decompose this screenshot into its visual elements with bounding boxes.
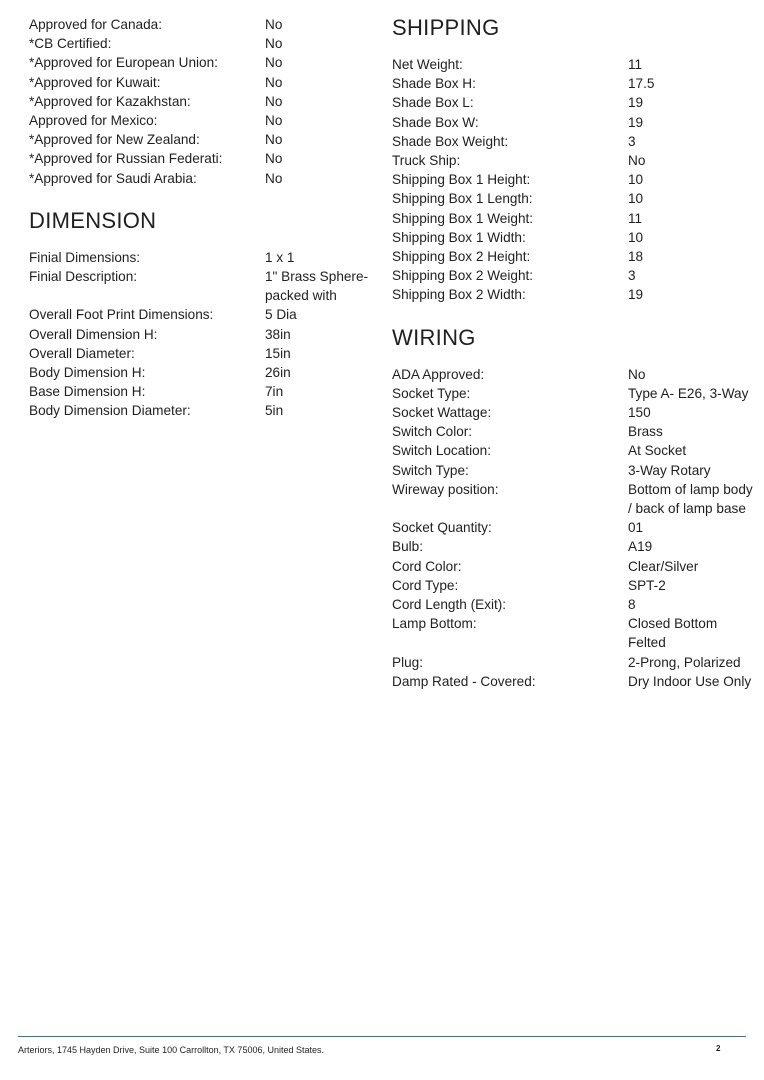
spec-label: *Approved for New Zealand:	[29, 132, 200, 148]
spec-value: 15in	[265, 345, 291, 361]
heading-spacer	[392, 351, 757, 365]
spec-label: Truck Ship:	[392, 153, 461, 169]
spec-label: Damp Rated - Covered:	[392, 673, 536, 689]
shipping-heading: SHIPPING	[392, 15, 500, 40]
right-column	[392, 15, 757, 691]
spec-row	[392, 441, 757, 460]
spec-label: Shade Box W:	[392, 114, 479, 130]
spec-row	[29, 73, 374, 92]
spec-row	[29, 267, 374, 305]
spec-label: Plug:	[392, 654, 423, 670]
spec-row	[392, 285, 757, 304]
spec-value: 2-Prong, Polarized	[628, 654, 741, 670]
spec-label: Overall Foot Print Dimensions:	[29, 307, 214, 323]
spec-label: Approved for Canada:	[29, 17, 163, 32]
spec-value: 17.5	[628, 76, 655, 92]
spec-label: *Approved for Kazakhstan:	[29, 93, 191, 109]
spec-value: No	[265, 36, 283, 52]
page-number: 2	[716, 1044, 721, 1053]
spec-row	[392, 557, 757, 576]
spec-row	[392, 518, 757, 537]
spec-row	[392, 422, 757, 441]
spec-value: Brass	[628, 424, 663, 440]
spec-value: 7in	[265, 384, 284, 400]
spec-label: Net Weight:	[392, 57, 463, 72]
spec-row	[392, 614, 757, 652]
spec-label: Cord Color:	[392, 558, 462, 574]
spec-row	[392, 480, 757, 518]
spec-value: Type A- E26, 3-Way	[628, 385, 749, 401]
dimension-heading: DIMENSION	[29, 207, 157, 233]
spec-row	[29, 92, 374, 111]
spec-row	[392, 672, 757, 691]
spec-row	[29, 53, 374, 72]
spec-value: 19	[628, 95, 644, 111]
spec-row	[392, 151, 757, 170]
spec-label: Shipping Box 2 Weight:	[392, 268, 534, 284]
spec-value: 5in	[265, 403, 284, 419]
shipping-section	[392, 15, 757, 305]
spec-row	[29, 34, 374, 53]
spec-row	[392, 170, 757, 189]
spec-value: Closed Bottom Felted	[628, 616, 718, 651]
spec-value: 11	[628, 57, 643, 72]
spec-value: 5 Dia	[265, 307, 297, 323]
spec-label: Switch Location:	[392, 443, 491, 459]
section-spacer	[392, 305, 757, 325]
spec-label: Wireway position:	[392, 481, 499, 497]
spec-row	[29, 15, 374, 34]
spec-row	[29, 401, 374, 420]
spec-label: Cord Length (Exit):	[392, 597, 507, 613]
heading-spacer	[29, 234, 374, 248]
spec-value: 3	[628, 268, 636, 284]
spec-label: Shade Box H:	[392, 76, 476, 92]
spec-row	[29, 382, 374, 401]
spec-row	[392, 461, 757, 480]
left-column	[29, 15, 374, 421]
spec-value: Clear/Silver	[628, 558, 699, 574]
spec-value: No	[265, 132, 283, 148]
heading-spacer	[392, 41, 757, 55]
spec-row	[29, 248, 374, 267]
spec-label: Finial Description:	[29, 269, 138, 285]
footer-address: Arteriors, 1745 Hayden Drive, Suite 100 Carrollton, TX 75006, United States.	[18, 1045, 324, 1055]
spec-value: 1" Brass Sphere- packed with	[265, 269, 369, 304]
spec-value: 3-Way Rotary	[628, 462, 711, 478]
spec-label: Shipping Box 1 Height:	[392, 172, 531, 188]
spec-row	[392, 247, 757, 266]
spec-label: *CB Certified:	[29, 36, 112, 52]
spec-row	[392, 228, 757, 247]
spec-value: A19	[628, 539, 653, 555]
spec-label: Cord Type:	[392, 577, 459, 593]
spec-label: *Approved for Russian Federati:	[29, 151, 223, 167]
spec-value: 19	[628, 114, 644, 130]
spec-value: No	[628, 153, 646, 169]
spec-row	[392, 113, 757, 132]
spec-value: 150	[628, 405, 651, 421]
spec-value: 3	[628, 133, 636, 149]
spec-label: *Approved for Kuwait:	[29, 74, 161, 90]
spec-row	[29, 344, 374, 363]
spec-row	[29, 111, 374, 130]
spec-value: No	[265, 93, 283, 109]
spec-row	[29, 149, 374, 168]
spec-row	[392, 132, 757, 151]
spec-value: At Socket	[628, 443, 687, 459]
spec-label: ADA Approved:	[392, 366, 485, 382]
spec-value: No	[265, 151, 283, 167]
spec-row	[29, 363, 374, 382]
spec-value: 1 x 1	[265, 249, 295, 265]
spec-label: Shade Box L:	[392, 95, 474, 111]
spec-value: No	[265, 55, 283, 71]
spec-row	[392, 74, 757, 93]
spec-label: Shipping Box 2 Height:	[392, 249, 531, 265]
spec-value: 18	[628, 249, 644, 265]
spec-value: 01	[628, 520, 644, 536]
section-spacer	[29, 188, 374, 208]
spec-label: Switch Color:	[392, 424, 473, 440]
spec-label: Finial Dimensions:	[29, 249, 141, 265]
spec-row	[392, 93, 757, 112]
spec-label: Socket Quantity:	[392, 520, 492, 536]
spec-row	[392, 189, 757, 208]
spec-value: Dry Indoor Use Only	[628, 673, 752, 689]
dimension-section	[29, 208, 374, 421]
spec-row	[392, 403, 757, 422]
spec-label: Base Dimension H:	[29, 384, 146, 400]
spec-value: No	[265, 170, 283, 186]
spec-label: Switch Type:	[392, 462, 469, 478]
spec-value: 38in	[265, 326, 291, 342]
spec-label: Shipping Box 2 Width:	[392, 287, 526, 303]
spec-value: Bottom of lamp body / back of lamp base	[628, 481, 753, 517]
spec-row	[29, 169, 374, 188]
spec-label: Shipping Box 1 Length:	[392, 191, 533, 207]
spec-row	[392, 653, 757, 672]
spec-value: No	[265, 17, 283, 32]
footer-divider	[18, 1036, 746, 1037]
spec-row	[392, 576, 757, 595]
spec-label: Overall Diameter:	[29, 345, 135, 361]
spec-row	[392, 55, 757, 74]
spec-label: *Approved for European Union:	[29, 55, 218, 71]
spec-value: 26in	[265, 365, 291, 381]
spec-value: No	[265, 74, 283, 90]
spec-label: *Approved for Saudi Arabia:	[29, 170, 197, 186]
spec-row	[392, 209, 757, 228]
spec-value: 10	[628, 229, 644, 245]
spec-row	[392, 266, 757, 285]
spec-label: Lamp Bottom:	[392, 616, 477, 632]
spec-value: No	[265, 113, 283, 129]
approvals-list	[29, 15, 374, 188]
spec-row	[29, 325, 374, 344]
spec-label: Socket Wattage:	[392, 405, 492, 421]
spec-value: 10	[628, 191, 644, 207]
spec-label: Body Dimension H:	[29, 365, 146, 381]
spec-row	[29, 130, 374, 149]
spec-label: Body Dimension Diameter:	[29, 403, 191, 419]
spec-label: Shade Box Weight:	[392, 133, 509, 149]
spec-label: Approved for Mexico:	[29, 113, 158, 129]
spec-value: SPT-2	[628, 577, 666, 593]
spec-label: Shipping Box 1 Width:	[392, 229, 526, 245]
spec-row	[29, 305, 374, 324]
spec-label: Shipping Box 1 Weight:	[392, 210, 534, 226]
spec-value: 8	[628, 597, 636, 613]
spec-value: 11	[628, 210, 643, 226]
spec-row	[392, 365, 757, 384]
spec-value: 10	[628, 172, 644, 188]
spec-label: Socket Type:	[392, 385, 471, 401]
spec-row	[392, 384, 757, 403]
spec-label: Overall Dimension H:	[29, 326, 158, 342]
spec-row	[392, 595, 757, 614]
spec-label: Bulb:	[392, 539, 423, 555]
wiring-section	[392, 325, 757, 691]
wiring-heading: WIRING	[392, 324, 476, 350]
spec-value: No	[628, 366, 646, 382]
spec-value: 19	[628, 287, 644, 303]
spec-row	[392, 537, 757, 556]
